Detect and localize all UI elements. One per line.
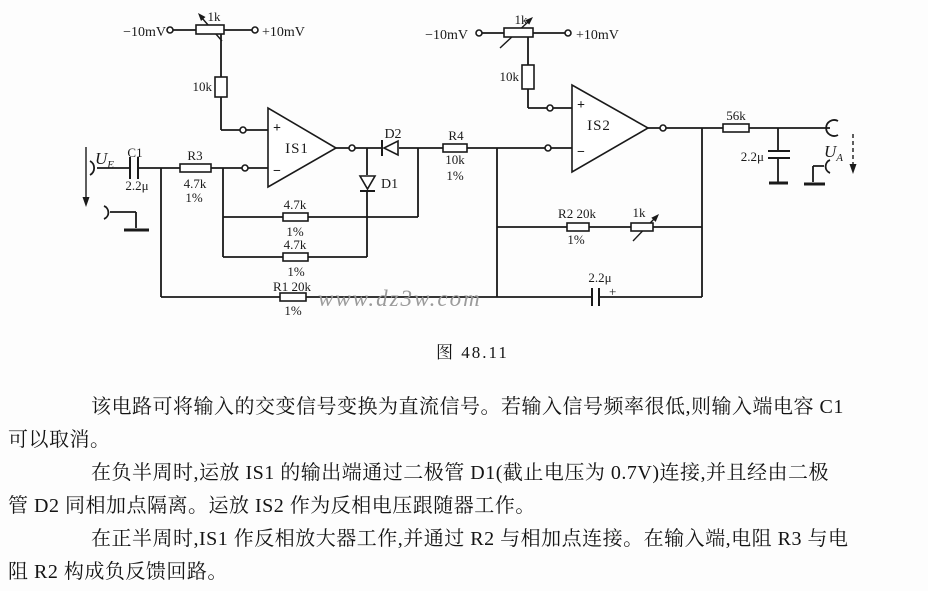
label-is1: IS1 — [285, 141, 309, 157]
node-is2-minus — [545, 145, 551, 151]
label-is2: IS2 — [587, 118, 611, 134]
wire-is1-feedback — [223, 148, 418, 257]
label-r3-value: 4.7k — [183, 176, 207, 191]
cap-fb-icon — [592, 288, 599, 306]
is1-plus-sign: + — [273, 121, 281, 136]
label-56k: 56k — [726, 108, 746, 123]
diode-d1-icon — [360, 176, 375, 189]
paragraph2-line2: 管 D2 同相加点隔离。运放 IS2 作为反相电压跟随器工作。 — [8, 495, 536, 517]
label-cap-fb: 2.2μ — [588, 270, 612, 285]
label-pot-fb: 1k — [632, 205, 646, 220]
label-d2: D2 — [384, 127, 402, 142]
is2-plus-sign: + — [577, 98, 585, 113]
body-text — [8, 391, 920, 589]
label-r1-tol: 1% — [284, 303, 302, 318]
node-is2-out — [660, 125, 666, 131]
label-r3-name: R3 — [187, 148, 203, 163]
ue-arrowhead-icon — [83, 197, 90, 207]
resistor-fb-b — [283, 253, 308, 261]
label-r4-name: R4 — [448, 128, 464, 143]
label-fbb-value: 4.7k — [283, 237, 307, 252]
input-terminal-icon — [90, 161, 94, 175]
cap-fb-plus-sign: + — [609, 284, 617, 299]
label-ue: $U_E$ — [95, 149, 115, 171]
label-pos10mv-left: +10mV — [262, 25, 305, 40]
terminal-neg-left — [167, 27, 173, 33]
label-neg10mv-left: −10mV — [123, 25, 166, 40]
label-pot-left: 1k — [207, 9, 221, 24]
pot-right-body — [504, 28, 533, 37]
label-10k-right: 10k — [499, 69, 519, 84]
resistor-r3 — [180, 164, 211, 172]
label-c1-name: C1 — [127, 145, 143, 160]
figure-caption: 图 48.11 — [436, 343, 509, 362]
input-ground-wire — [104, 206, 136, 228]
label-fba-value: 4.7k — [283, 197, 307, 212]
watermark: www.dz3w.com — [318, 286, 482, 311]
pot-fb-body — [631, 223, 653, 231]
label-r3-tol: 1% — [185, 190, 203, 205]
node-is1-out — [349, 145, 355, 151]
label-r4-tol: 1% — [446, 168, 464, 183]
label-pot-right: 1k — [514, 12, 528, 27]
terminal-pos-right — [565, 30, 571, 36]
terminal-neg-right — [476, 30, 482, 36]
output-ground-wire — [813, 160, 830, 182]
label-fba-tol: 1% — [286, 224, 304, 239]
cap-out-icon — [768, 151, 790, 158]
diode-d2-icon — [384, 141, 398, 155]
resistor-r4 — [443, 144, 467, 152]
paragraph1-line2: 可以取消。 — [8, 429, 111, 451]
node-is1-plus — [240, 127, 246, 133]
paragraph3-line2: 阻 R2 构成负反馈回路。 — [8, 561, 228, 583]
label-neg10mv-right: −10mV — [425, 28, 468, 43]
resistor-r1 — [280, 293, 306, 301]
label-pos10mv-right: +10mV — [576, 28, 619, 43]
label-r2-name: R2 20k — [558, 206, 596, 221]
label-fbb-tol: 1% — [287, 264, 305, 279]
label-r1-name: R1 20k — [273, 279, 311, 294]
resistor-fb-a — [283, 213, 308, 221]
label-r4-value: 10k — [445, 152, 465, 167]
resistor-56k — [723, 124, 749, 132]
resistor-10k-left — [215, 77, 227, 97]
paragraph2-line1: 在负半周时,运放 IS1 的输出端通过二极管 D1(截止电压为 0.7V)连接,并且经由二极 — [91, 462, 829, 484]
pot-left-body — [196, 25, 224, 34]
label-r2-tol: 1% — [567, 232, 585, 247]
resistor-10k-right — [522, 65, 534, 89]
cap-c1-icon — [130, 157, 138, 179]
label-ua: $U_A$ — [824, 142, 844, 164]
label-c1-value: 2.2μ — [125, 178, 149, 193]
paragraph3-line1: 在正半周时,IS1 作反相放大器工作,并通过 R2 与相加点连接。在输入端,电阻 R3 与电 — [91, 528, 849, 550]
node-is1-minus — [242, 165, 248, 171]
resistor-r2 — [567, 223, 589, 231]
label-10k-left: 10k — [192, 79, 212, 94]
label-cap-out: 2.2μ — [740, 149, 764, 164]
paragraph1-line1: 该电路可将输入的交变信号变换为直流信号。若输入信号频率很低,则输入端电容 C1 — [91, 396, 844, 418]
label-d1: D1 — [381, 177, 399, 192]
is1-minus-sign: − — [273, 164, 281, 179]
terminal-pos-left — [252, 27, 258, 33]
node-is2-plus — [547, 105, 553, 111]
is2-minus-sign: − — [577, 145, 585, 160]
ua-arrowhead-icon — [850, 164, 857, 174]
